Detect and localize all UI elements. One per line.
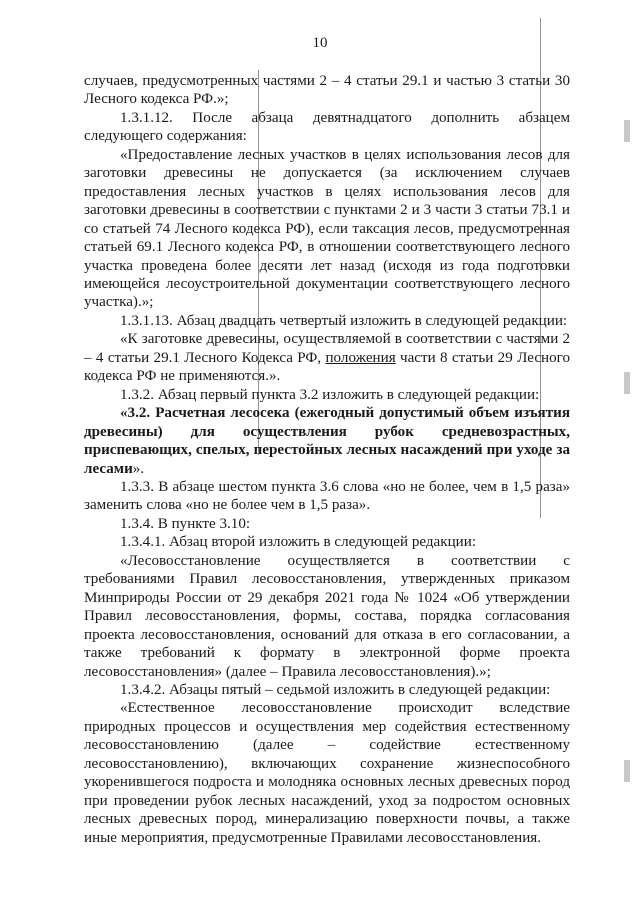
paragraph-1-3-1-13: 1.3.1.13. Абзац двадцать четвертый изложить в следующей редакции:	[120, 312, 568, 329]
quote-text-part-1: «К заготовке древесины, осуществляемой в соответствии с частями 2 – 4 статьи 29.1 Лесного Кодекса РФ,	[84, 331, 570, 366]
document-body	[84, 72, 570, 847]
paragraph-1-3-2: 1.3.2. Абзац первый пункта 3.2 изложить в следующей редакции:	[120, 386, 540, 403]
quoted-paragraph-forest-plots: «Предоставление лесных участков в целях использования лесов для заготовки древесины не допускается (за исключением случаев предоставления лесных участков в целях использования лесов для заготовки древесины в соответствии с пунктами 2 и 3 части 3 статьи 73.1 и со статьей 74 Лесного кодекса РФ), если таксация лесов, предусмотренная статьей 69.1 Лесного кодекса РФ, в отношении соответствующего лесного участка проведена более десяти лет назад (исходя из года подготовки имеющейся лесоустроительной документации соответствующего лесного участка).»;	[84, 146, 570, 311]
quote-closing: ».	[132, 460, 145, 477]
page-number: 10	[312, 35, 328, 51]
quoted-paragraph-reforestation: «Лесовосстановление осуществляется в соответствии с требованиями Правил лесовосстановления, утвержденных приказом Минприроды России от 29 декабря 2021 года № 1024 «Об утверждении Правил лесовосстановления, формы, состава, порядка согласования проекта лесовосстановления, оснований для отказа в его согласовании, а также требований к формату в электронной форме проекта лесовосстановления» (далее – Правила лесовосстановления).»;	[84, 552, 570, 680]
quote-text-part-2: части 8 статьи 29 Лесного кодекса РФ не применяются.».	[84, 349, 571, 385]
quoted-paragraph-natural-reforestation: «Естественное лесовосстановление происходит вследствие природных процессов и осуществления мер содействия естественному лесовосстановлению (далее – содействие естественному лесовосстановлению), включающих сохранение жизнеспособного укоренившегося подроста и молодняка основных лесных древесных пород при проведении рубок лесных насаждений, уход за подростом основных лесных древесных пород, минерализацию поверхности почвы, а также иные мероприятия, предусмотренные Правилами лесовосстановления.	[84, 700, 570, 846]
scan-edge-mark	[624, 760, 630, 782]
paragraph-1-3-4-2: 1.3.4.2. Абзацы пятый – седьмой изложить в следующей редакции:	[120, 681, 551, 698]
paragraph-1-3-3: 1.3.3. В абзаце шестом пункта 3.6 слова «но не более, чем в 1,5 раза» заменить слова «но не более чем в 1,5 раза».	[84, 478, 570, 514]
paragraph-continuation: случаев, предусмотренных частями 2 – 4 статьи 29.1 и частью 3 статьи 30 Лесного кодекса РФ.»;	[84, 73, 570, 108]
bold-quote-text: «3.2. Расчетная лесосека (ежегодный допустимый объем изъятия древесины) для осуществления рубок средневозрастных, приспевающих, спелых, перестойных лесных насаждений при уходе за лесами	[84, 405, 570, 477]
scan-edge-mark	[624, 120, 630, 142]
scan-edge-mark	[624, 372, 630, 394]
quote-underlined-word: положения	[325, 349, 396, 366]
paragraph-1-3-1-12: 1.3.1.12. После абзаца девятнадцатого дополнить абзацем следующего содержания:	[84, 109, 570, 145]
paragraph-1-3-4-1: 1.3.4.1. Абзац второй изложить в следующей редакции:	[120, 534, 477, 551]
quoted-paragraph-timber-harvest	[84, 330, 570, 385]
quoted-paragraph-3-2	[84, 404, 570, 478]
paragraph-1-3-4: 1.3.4. В пункте 3.10:	[120, 515, 251, 532]
